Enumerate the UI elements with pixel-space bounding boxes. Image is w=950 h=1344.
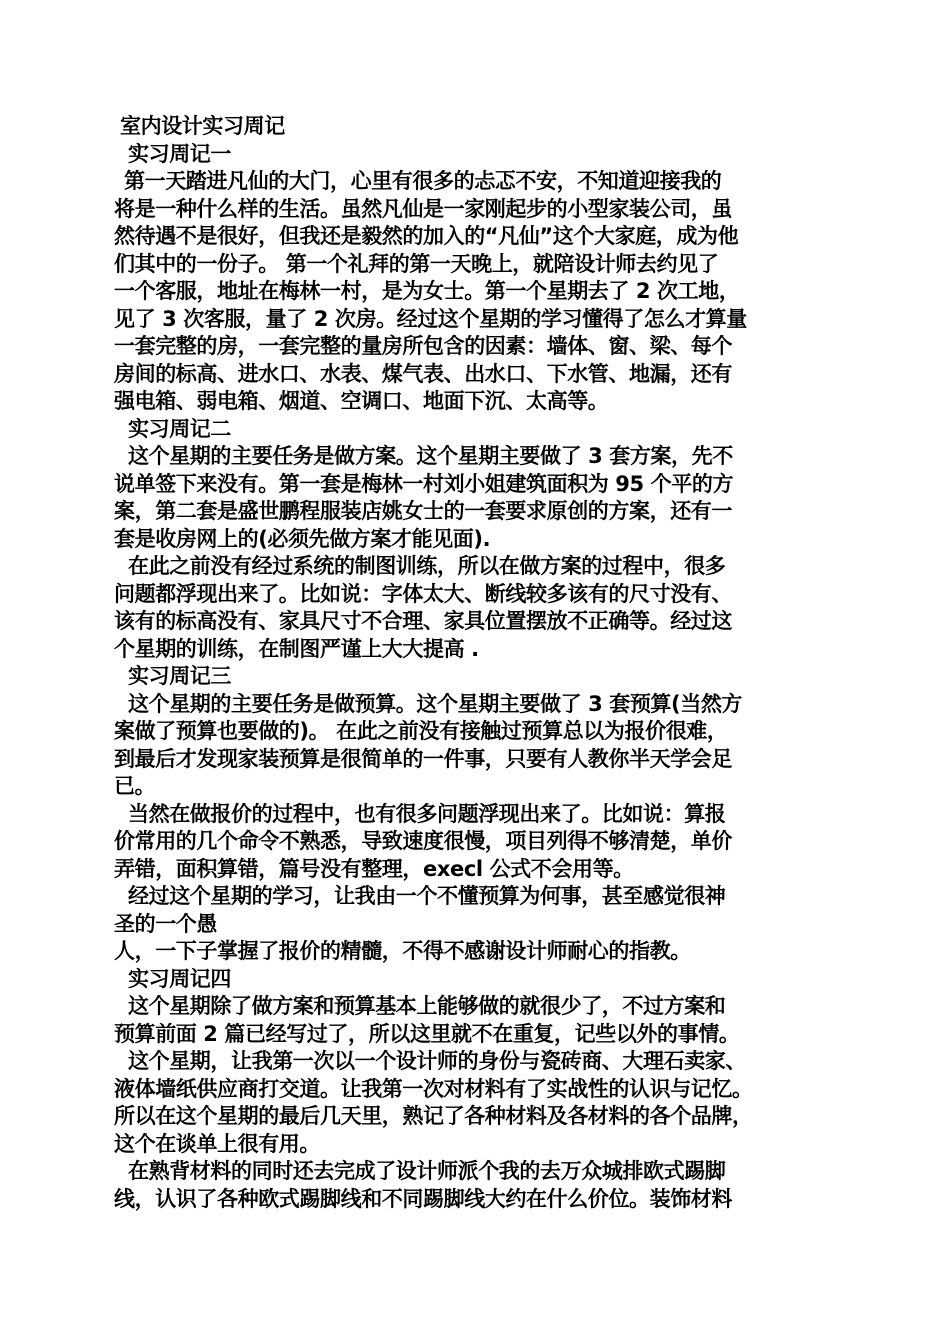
paragraph-line: 强电箱、弱电箱、烟道、空调口、地面下沉、太高等。 bbox=[114, 389, 609, 413]
paragraph-line: 一个客服，地址在梅林一村，是为女士。第一个星期去了 2 次工地， bbox=[114, 279, 740, 303]
paragraph-line: 然待遇不是很好，但我还是毅然的加入的“凡仙”这个大家庭，成为他 bbox=[114, 224, 739, 248]
paragraph-line: 价常用的几个命令不熟悉，导致速度很慢，项目列得不够清楚，单价 bbox=[114, 829, 732, 853]
paragraph-line: 这个星期的主要任务是做方案。这个星期主要做了 3 套方案，先不 bbox=[128, 444, 733, 468]
section-heading: 实习周记四 bbox=[128, 966, 231, 991]
document-title: 室内设计实习周记 bbox=[120, 114, 285, 138]
paragraph-line: 这个在谈单上很有用。 bbox=[114, 1131, 320, 1156]
paragraph-line: 问题都浮现出来了。比如说：字体太大、断线较多该有的尺寸没有、 bbox=[114, 581, 732, 606]
paragraph-line: 在此之前没有经过系统的制图训练，所以在做方案的过程中，很多 bbox=[128, 554, 726, 578]
paragraph-line: 液体墙纸供应商打交道。让我第一次对材料有了实战性的认识与记忆。 bbox=[114, 1076, 753, 1101]
paragraph-line: 线，认识了各种欧式踢脚线和不同踢脚线大约在什么价位。装饰材料 bbox=[114, 1186, 732, 1211]
paragraph-line: 这个星期的主要任务是做预算。这个星期主要做了 3 套预算(当然方 bbox=[128, 691, 743, 716]
paragraph-line: 个星期的训练，在制图严谨上大大提高 . bbox=[114, 636, 479, 661]
paragraph-line: 案做了预算也要做的)。 在此之前没有接触过预算总以为报价很难， bbox=[114, 719, 728, 743]
paragraph-line: 们其中的一份子。 第一个礼拜的第一天晚上，就陪设计师去约见了 bbox=[114, 251, 719, 276]
section-heading: 实习周记三 bbox=[128, 664, 231, 688]
paragraph-line: 房间的标高、进水口、水表、煤气表、出水口、下水管、地漏，还有 bbox=[114, 361, 732, 386]
paragraph-line: 见了 3 次客服，量了 2 次房。经过这个星期的学习懂得了怎么才算量 bbox=[114, 306, 747, 331]
document-body bbox=[114, 113, 840, 1213]
paragraph-line: 当然在做报价的过程中，也有很多问题浮现出来了。比如说：算报 bbox=[128, 801, 726, 826]
paragraph-line: 到最后才发现家装预算是很简单的一件事，只要有人教你半天学会足 bbox=[114, 746, 732, 771]
paragraph-line: 经过这个星期的学习，让我由一个不懂预算为何事，甚至感觉很神 bbox=[128, 884, 726, 908]
paragraph-line: 在熟背材料的同时还去完成了设计师派个我的去万众城排欧式踢脚 bbox=[128, 1159, 726, 1183]
paragraph-line: 案，第二套是盛世鹏程服装店姚女士的一套要求原创的方案，还有一 bbox=[114, 499, 732, 523]
paragraph-line: 这个星期，让我第一次以一个设计师的身份与瓷砖商、大理石卖家、 bbox=[128, 1049, 746, 1073]
paragraph-line: 说单签下来没有。第一套是梅林一村刘小姐建筑面积为 95 个平的方 bbox=[114, 471, 734, 496]
paragraph-line: 圣的一个愚 bbox=[114, 911, 217, 936]
section-heading: 实习周记二 bbox=[128, 416, 231, 441]
paragraph-line: 人，一下子掌握了报价的精髓，不得不感谢设计师耐心的指教。 bbox=[114, 939, 691, 963]
paragraph-line: 一套完整的房，一套完整的量房所包含的因素：墙体、窗、梁、每个 bbox=[114, 334, 732, 358]
paragraph-line: 弄错，面积算错，篇号没有整理，execl 公式不会用等。 bbox=[114, 856, 634, 881]
paragraph-line: 该有的标高没有、家具尺寸不合理、家具位置摆放不正确等。经过这 bbox=[114, 609, 732, 633]
paragraph-line: 已。 bbox=[114, 774, 156, 798]
paragraph-line: 这个星期除了做方案和预算基本上能够做的就很少了，不过方案和 bbox=[128, 994, 726, 1018]
paragraph-line: 第一天踏进凡仙的大门，心里有很多的忐忑不安，不知道迎接我的 bbox=[124, 169, 722, 193]
section-heading: 实习周记一 bbox=[128, 141, 231, 166]
paragraph-line: 所以在这个星期的最后几天里，熟记了各种材料及各材料的各个品牌， bbox=[114, 1104, 753, 1128]
paragraph-line: 预算前面 2 篇已经写过了，所以这里就不在重复，记些以外的事情。 bbox=[114, 1021, 740, 1046]
paragraph-line: 将是一种什么样的生活。虽然凡仙是一家刚起步的小型家装公司，虽 bbox=[114, 196, 732, 221]
paragraph-line: 套是收房网上的(必须先做方案才能见面). bbox=[114, 526, 491, 551]
